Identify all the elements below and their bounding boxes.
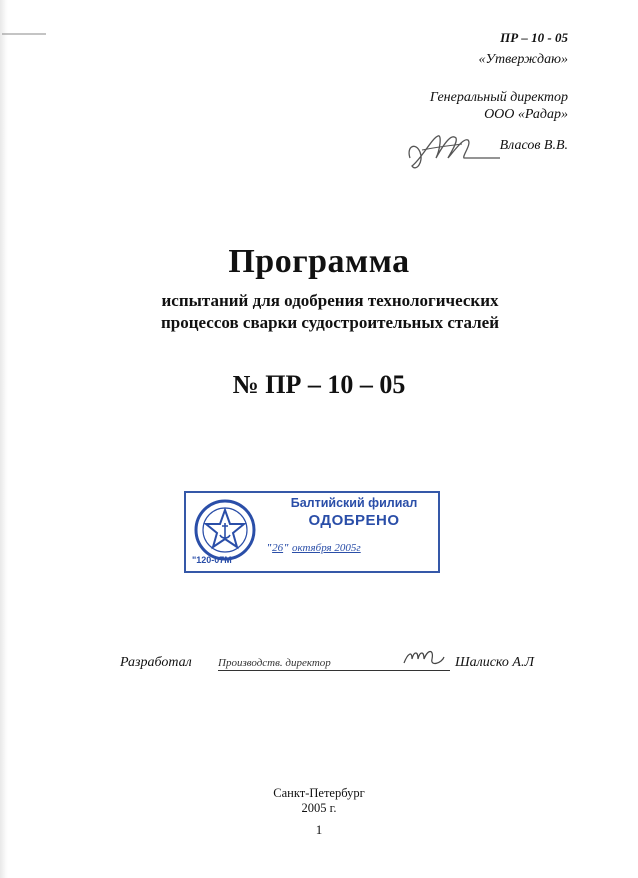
page-number: 1 [315, 822, 323, 837]
stamp-date [266, 542, 361, 554]
year: 2005 г. [301, 801, 337, 815]
director-name: Власов В.В. [499, 138, 568, 153]
date-month-year: октября 2005г [291, 542, 361, 554]
director-position: Генеральный директор [429, 90, 568, 105]
approval-stamp [184, 491, 440, 573]
document-code: ПР – 10 - 05 [500, 30, 568, 45]
star-emblem-icon [192, 497, 258, 563]
date-day: 26 [272, 542, 284, 554]
developer-signature [402, 645, 446, 671]
stamp-code: "120-07М" [192, 555, 237, 565]
document-subtitle [100, 290, 560, 334]
developer-label: Разработал [120, 655, 192, 670]
subtitle-line-2: процессов сварки судостроительных сталей [161, 313, 499, 332]
developer-position: Производств. директор [218, 656, 354, 671]
developer-name: Шалиско А.Л [455, 655, 534, 670]
document-title: Программа [228, 243, 410, 280]
city: Санкт-Петербург [273, 786, 365, 800]
approval-label: «Утверждаю» [478, 52, 568, 67]
date-quote-open: " [266, 542, 273, 554]
stamp-status: ОДОБРЕНО [308, 512, 400, 529]
company-name: ООО «Радар» [484, 107, 568, 122]
stamp-branch: Балтийский филиал [290, 496, 418, 510]
subtitle-line-1: испытаний для одобрения технологических [161, 291, 499, 310]
scan-mark [2, 30, 46, 38]
director-title [430, 89, 568, 123]
date-quote-close: " [283, 542, 290, 554]
scan-edge [0, 0, 8, 878]
document-number: № ПР – 10 – 05 [232, 370, 406, 399]
director-signature [402, 128, 502, 176]
